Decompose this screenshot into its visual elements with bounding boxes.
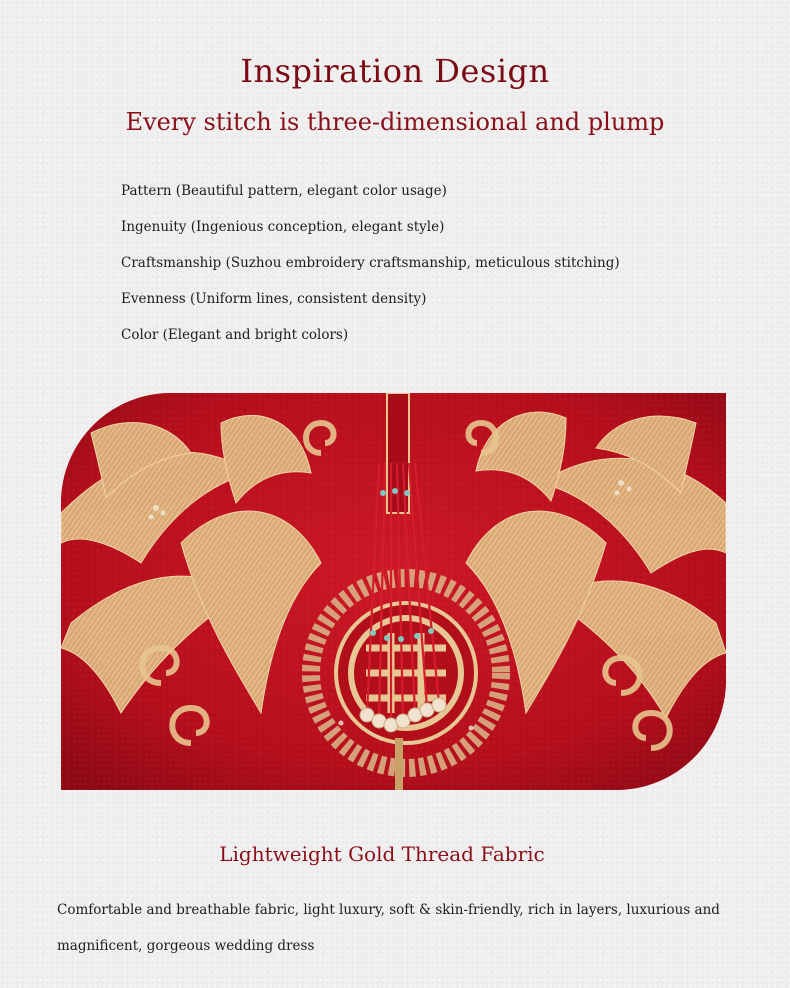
- feature-item-color: Color (Elegant and bright colors): [121, 327, 349, 343]
- page-subtitle: Every stitch is three-dimensional and plump: [125, 108, 665, 136]
- fabric-title: Lightweight Gold Thread Fabric: [219, 842, 545, 866]
- feature-item-pattern: Pattern (Beautiful pattern, elegant color usage): [121, 183, 447, 199]
- feature-item-craftsmanship: Craftsmanship (Suzhou embroidery craftsmanship, meticulous stitching): [121, 255, 620, 271]
- feature-list: [121, 181, 620, 361]
- feature-item-ingenuity: Ingenuity (Ingenious conception, elegant style): [121, 219, 445, 235]
- feature-item-evenness: Evenness (Uniform lines, consistent density): [121, 291, 427, 307]
- page-title: Inspiration Design: [240, 52, 550, 90]
- embroidery-photo: [61, 393, 726, 790]
- fabric-description: Comfortable and breathable fabric, light luxury, soft & skin-friendly, rich in layers, luxurious and magnificent, gorgeous wedding dress: [57, 902, 720, 954]
